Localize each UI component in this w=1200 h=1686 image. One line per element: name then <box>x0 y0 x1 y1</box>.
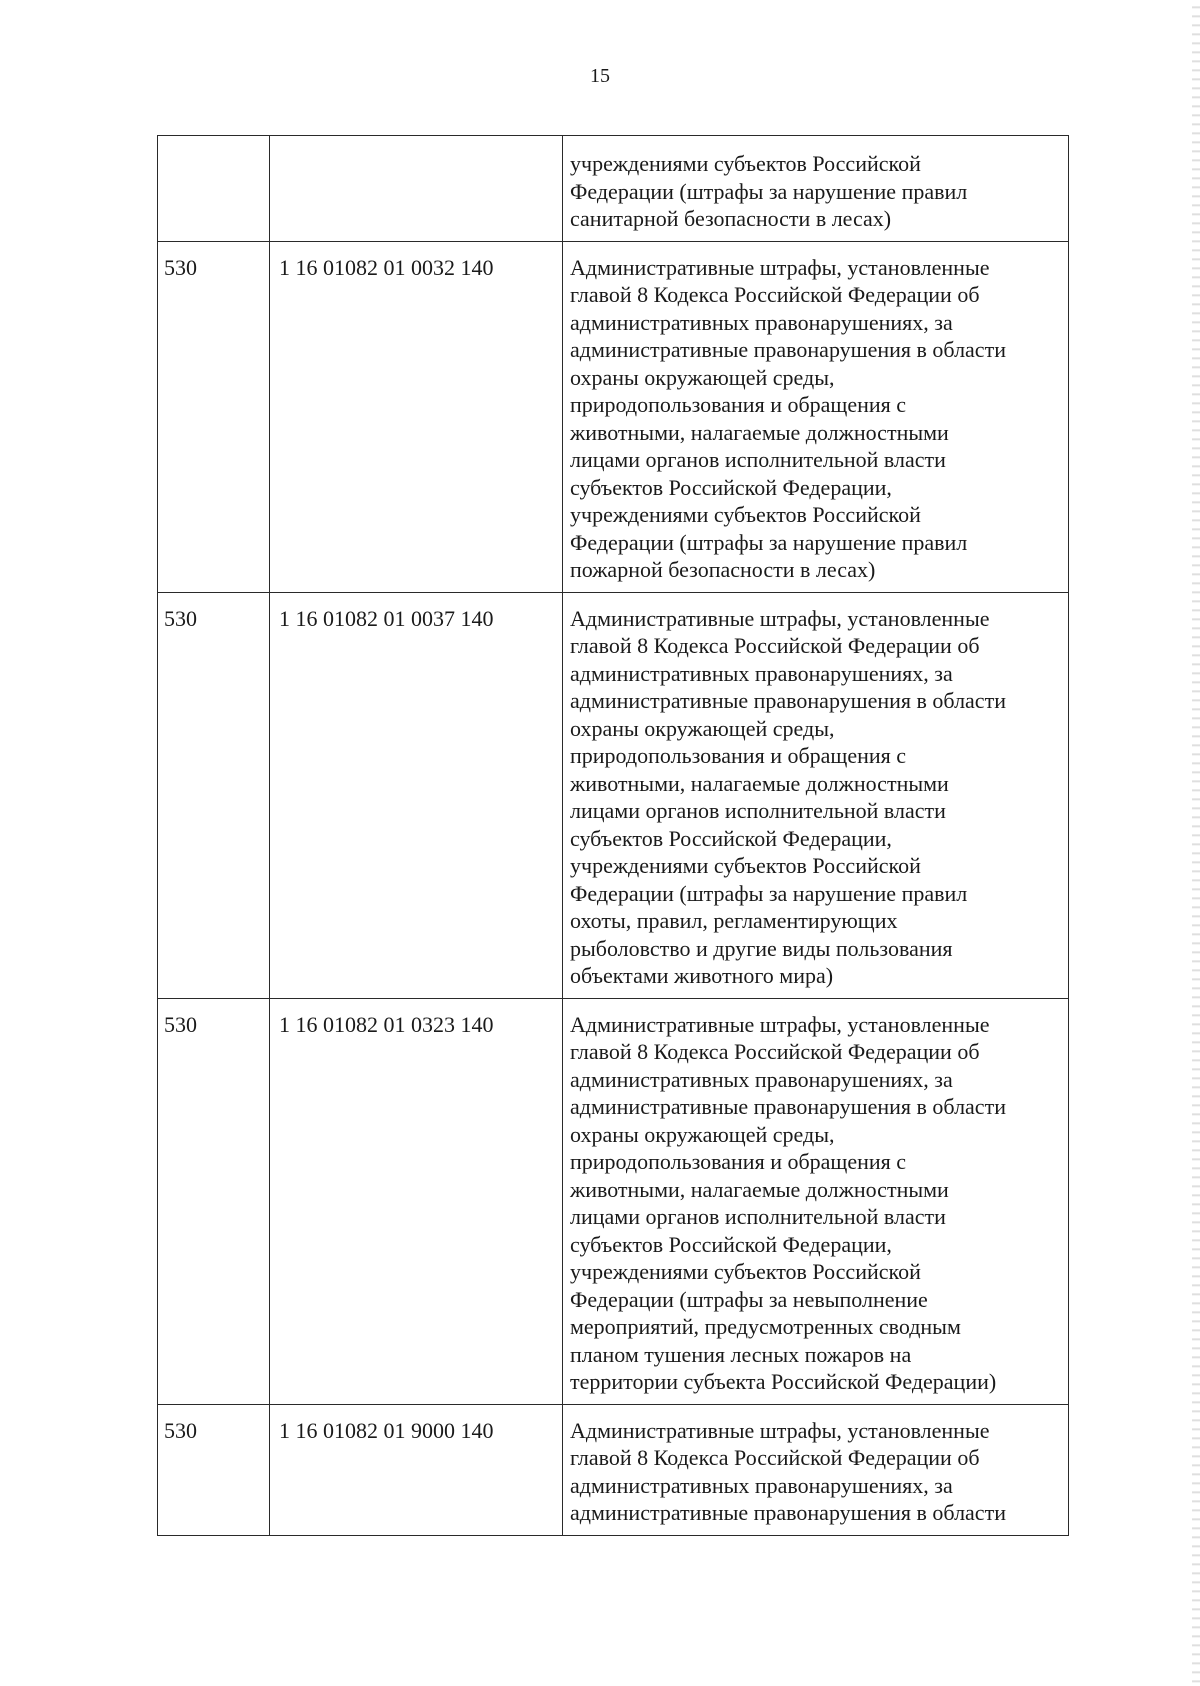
table-row <box>158 998 1069 1404</box>
description-line: административных правонарушениях, за <box>570 660 953 686</box>
description-line: природопользования и обращения с <box>570 1149 907 1174</box>
description-line: Федерации (штрафы за нарушение правил <box>570 178 968 204</box>
description-line: Административные штрафы, установленные <box>570 254 990 280</box>
revenue-codes-table <box>157 135 1069 1536</box>
description-line: административных правонарушениях, за <box>570 1472 953 1498</box>
description-line: главой 8 Кодекса Российской Федерации об <box>570 1445 980 1470</box>
description-line: объектами животного мира) <box>570 963 834 988</box>
scan-edge <box>1192 0 1200 1686</box>
description-line: животными, налагаемые должностными <box>570 770 949 796</box>
description-line: природопользования и обращения с <box>570 743 907 768</box>
description-line: лицами органов исполнительной власти <box>570 1204 946 1229</box>
description-line: охраны окружающей среды, <box>570 364 835 390</box>
description-cell <box>563 998 1069 1404</box>
description-line: административных правонарушениях, за <box>570 309 953 335</box>
description-line: главой 8 Кодекса Российской Федерации об <box>570 1039 980 1064</box>
description-line: Административные штрафы, установленные <box>570 1417 990 1443</box>
description-cell <box>563 241 1069 592</box>
page-number: 15 <box>590 65 610 87</box>
description-line: административные правонарушения в области <box>570 688 1006 713</box>
description-line: территории субъекта Российской Федерации) <box>570 1369 997 1394</box>
description-line: учреждениями субъектов Российской <box>570 1259 921 1284</box>
description-line: учреждениями субъектов Российской <box>570 502 921 527</box>
description-line: пожарной безопасности в лесах) <box>570 557 876 582</box>
description-line: субъектов Российской Федерации, <box>570 1231 892 1257</box>
description-line: рыболовство и другие виды пользования <box>570 935 953 961</box>
kbk-code-cell: 1 16 01082 01 0032 140 <box>270 241 563 592</box>
kbk-code-cell: 1 16 01082 01 0037 140 <box>270 592 563 998</box>
description-line: учреждениями субъектов Российской <box>570 151 921 176</box>
admin-code-cell: 530 <box>158 1404 270 1535</box>
admin-code-cell: 530 <box>158 592 270 998</box>
admin-code-cell: 530 <box>158 241 270 592</box>
description-line: административные правонарушения в области <box>570 337 1006 362</box>
description-line: административные правонарушения в области <box>570 1500 1006 1525</box>
description-cell <box>563 1404 1069 1535</box>
description-line: субъектов Российской Федерации, <box>570 474 892 500</box>
description-line: Федерации (штрафы за нарушение правил <box>570 529 968 555</box>
table-body <box>158 136 1069 1536</box>
kbk-code-cell: 1 16 01082 01 0323 140 <box>270 998 563 1404</box>
description-line: санитарной безопасности в лесах) <box>570 206 892 231</box>
table-row <box>158 241 1069 592</box>
description-cell <box>563 136 1069 242</box>
description-line: субъектов Российской Федерации, <box>570 825 892 851</box>
description-line: охоты, правил, регламентирующих <box>570 908 898 933</box>
table-row <box>158 1404 1069 1535</box>
description-line: мероприятий, предусмотренных сводным <box>570 1314 961 1339</box>
description-line: охраны окружающей среды, <box>570 715 835 741</box>
description-line: Административные штрафы, установленные <box>570 605 990 631</box>
description-line: животными, налагаемые должностными <box>570 419 949 445</box>
description-line: лицами органов исполнительной власти <box>570 447 946 472</box>
description-line: Административные штрафы, установленные <box>570 1011 990 1037</box>
kbk-code-cell: 1 16 01082 01 9000 140 <box>270 1404 563 1535</box>
kbk-code-cell <box>270 136 563 242</box>
description-line: Федерации (штрафы за невыполнение <box>570 1286 928 1312</box>
description-line: охраны окружающей среды, <box>570 1121 835 1147</box>
admin-code-cell: 530 <box>158 998 270 1404</box>
description-line: Федерации (штрафы за нарушение правил <box>570 880 968 906</box>
description-line: административные правонарушения в области <box>570 1094 1006 1119</box>
description-line: природопользования и обращения с <box>570 392 907 417</box>
table-row <box>158 592 1069 998</box>
description-line: планом тушения лесных пожаров на <box>570 1341 912 1367</box>
description-line: учреждениями субъектов Российской <box>570 853 921 878</box>
description-line: главой 8 Кодекса Российской Федерации об <box>570 633 980 658</box>
description-cell <box>563 592 1069 998</box>
description-line: лицами органов исполнительной власти <box>570 798 946 823</box>
description-line: главой 8 Кодекса Российской Федерации об <box>570 282 980 307</box>
table-row <box>158 136 1069 242</box>
description-line: животными, налагаемые должностными <box>570 1176 949 1202</box>
admin-code-cell <box>158 136 270 242</box>
description-line: административных правонарушениях, за <box>570 1066 953 1092</box>
